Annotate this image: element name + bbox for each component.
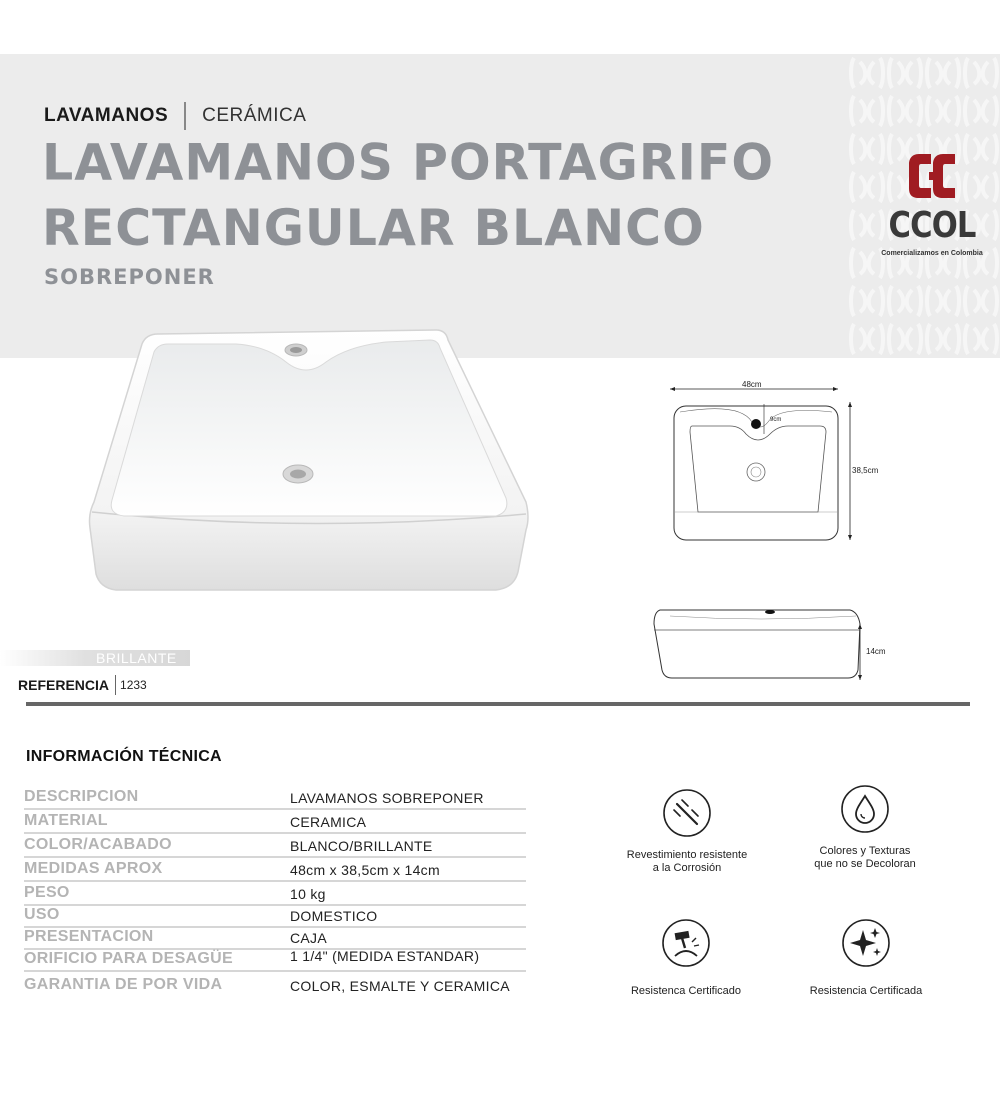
spec-value: 48cm x 38,5cm x 14cm <box>290 862 440 878</box>
feature-corrosion-line2: a la Corrosión <box>652 862 722 874</box>
feature-colors-line1: Colores y Texturas <box>819 845 911 857</box>
breadcrumb <box>44 102 306 130</box>
logo-name: CCOL <box>888 205 976 246</box>
reference-separator <box>115 675 116 695</box>
spec-row <box>24 834 526 858</box>
spec-row <box>24 810 526 834</box>
feature-shine-line1: Resistencia Certificada <box>809 985 923 997</box>
feature-impact-line1: Resistenca Certificado <box>630 985 742 997</box>
spec-row <box>24 882 526 906</box>
dim-width: 48cm <box>742 380 762 389</box>
spec-label: PESO <box>24 884 70 901</box>
spec-row <box>24 858 526 882</box>
dim-height: 14cm <box>866 647 886 656</box>
spec-value: LAVAMANOS SOBREPONER <box>290 790 484 806</box>
spec-value: DOMESTICO <box>290 908 378 924</box>
spec-row <box>24 948 526 972</box>
spec-label: COLOR/ACABADO <box>24 836 172 853</box>
spec-value: 10 kg <box>290 886 326 902</box>
reference-value: 1233 <box>120 678 147 692</box>
breadcrumb-category: LAVAMANOS <box>44 105 169 126</box>
product-title-line1: LAVAMANOS PORTAGRIFO <box>42 133 774 192</box>
wrench-cross-icon <box>662 788 712 838</box>
spec-row <box>24 904 526 928</box>
hammer-impact-icon <box>661 918 711 968</box>
spec-row <box>24 786 526 810</box>
spec-label: MEDIDAS APROX <box>24 860 163 877</box>
spec-label: USO <box>24 906 60 923</box>
feature-impact <box>611 918 761 998</box>
feature-colors <box>790 784 940 871</box>
product-title <box>42 131 774 262</box>
logo-tagline: Comercializamos en Colombia <box>881 250 983 257</box>
dim-faucet-offset: 9cm <box>770 417 782 423</box>
logo-mark-icon <box>905 150 959 202</box>
feature-corrosion <box>612 788 762 875</box>
brand-logo <box>874 150 990 257</box>
finish-label: BRILLANTE <box>96 650 177 666</box>
spec-label: ORIFICIO PARA DESAGÜE <box>24 950 233 967</box>
product-title-line2: RECTANGULAR BLANCO <box>42 199 705 258</box>
reference <box>18 675 147 695</box>
sparkle-icon <box>841 918 891 968</box>
spec-value: CAJA <box>290 930 327 946</box>
spec-label: PRESENTACION <box>24 928 154 945</box>
breadcrumb-subcategory: CERÁMICA <box>202 105 307 126</box>
spec-label: GARANTIA DE POR VIDA <box>24 976 223 993</box>
sink-product-image <box>86 322 530 598</box>
breadcrumb-separator <box>184 102 186 130</box>
feature-corrosion-line1: Revestimiento resistente <box>626 849 748 861</box>
spec-value: 1 1/4" (MEDIDA ESTANDAR) <box>290 948 480 964</box>
section-divider <box>26 702 970 706</box>
spec-row <box>24 972 526 996</box>
spec-label: DESCRIPCION <box>24 788 139 805</box>
dim-depth: 38,5cm <box>852 466 879 475</box>
spec-label: MATERIAL <box>24 812 108 829</box>
spec-row <box>24 926 526 950</box>
reference-label: REFERENCIA <box>18 677 110 693</box>
specs-title: INFORMACIÓN TÉCNICA <box>26 748 222 765</box>
product-subtitle: SOBREPONER <box>44 265 215 289</box>
water-drop-icon <box>840 784 890 834</box>
feature-shine <box>791 918 941 998</box>
top-view-diagram <box>660 372 900 552</box>
side-view-diagram <box>640 600 900 690</box>
spec-value: COLOR, ESMALTE Y CERAMICA <box>290 978 510 994</box>
spec-value: BLANCO/BRILLANTE <box>290 838 433 854</box>
feature-colors-line2: que no se Decoloran <box>814 858 916 870</box>
spec-value: CERAMICA <box>290 814 367 830</box>
